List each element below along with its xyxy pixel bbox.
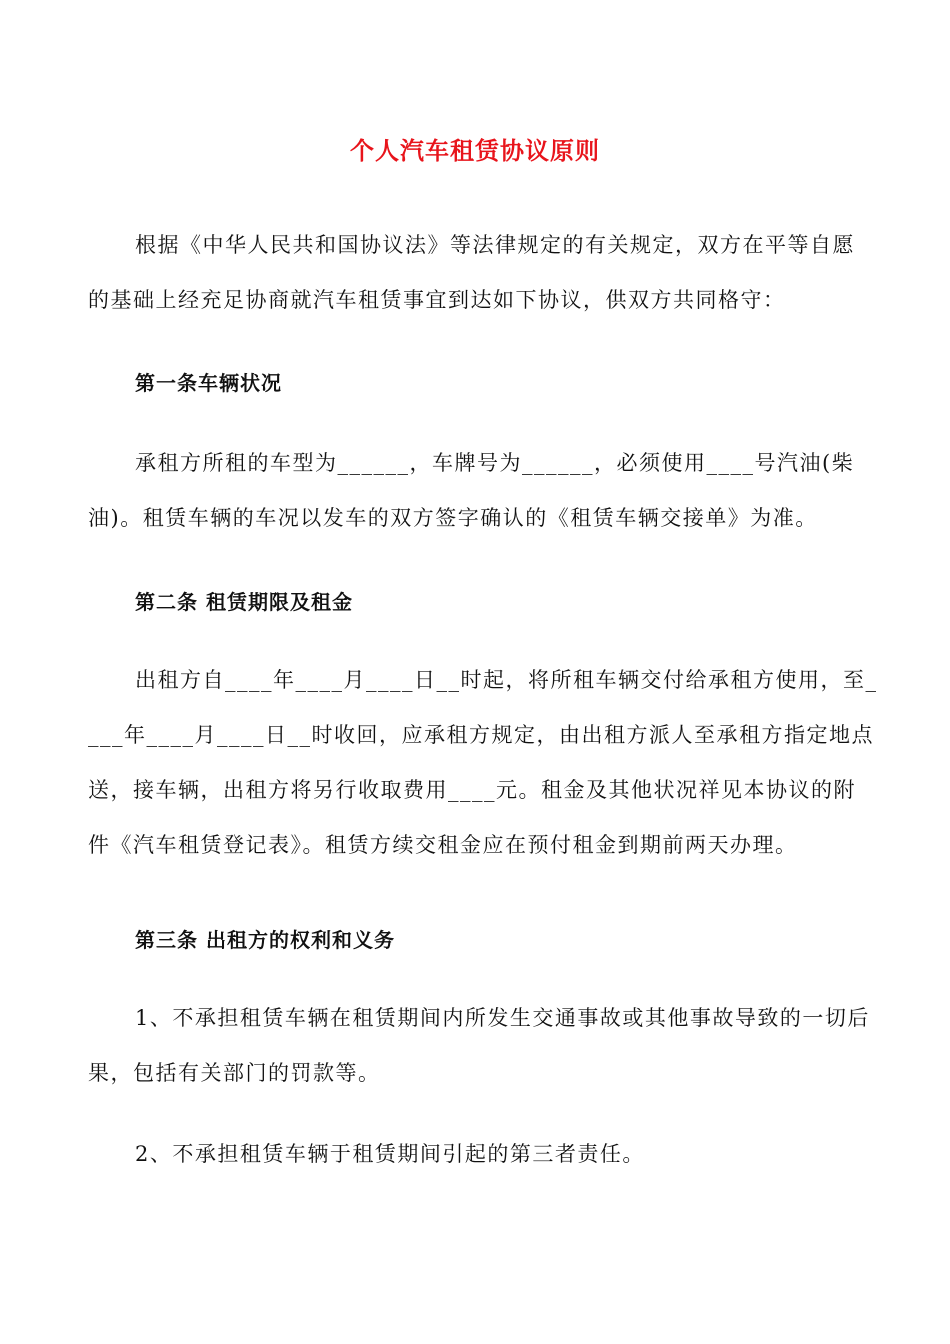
article3-item1	[88, 991, 868, 1101]
article1-line-1: 承租方所租的车型为______，车牌号为______，必须使用____号汽油(柴	[135, 451, 855, 475]
article3-item1-line-1: 1、不承担租赁车辆在租赁期间内所发生交通事故或其他事故导致的一切后	[135, 1006, 870, 1030]
article1-heading: 第一条车辆状况	[135, 371, 282, 395]
article2-line-1: 出租方自____年____月____日__时起，将所租车辆交付给承租方使用，至_	[135, 668, 878, 692]
article2-line-3: 送，接车辆，出租方将另行收取费用____元。租金及其他状况祥见本协议的附	[88, 778, 856, 802]
intro-paragraph	[88, 218, 868, 328]
intro-line-1: 根据《中华人民共和国协议法》等法律规定的有关规定，双方在平等自愿	[135, 233, 855, 257]
article3-item1-line-2: 果，包括有关部门的罚款等。	[88, 1061, 381, 1085]
article3-item2-line-1: 2、不承担租赁车辆于租赁期间引起的第三者责任。	[135, 1142, 645, 1166]
intro-line-2: 的基础上经充足协商就汽车租赁事宜到达如下协议，供双方共同格守：	[88, 288, 786, 312]
article2-line-4: 件《汽车租赁登记表》。租赁方续交租金应在预付租金到期前两天办理。	[88, 833, 798, 857]
article2-paragraph	[88, 653, 878, 873]
article1-line-2: 油)。租赁车辆的车况以发车的双方签字确认的《租赁车辆交接单》为准。	[88, 506, 818, 530]
article2-heading: 第二条 租赁期限及租金	[135, 590, 353, 614]
article3-item2	[88, 1127, 868, 1182]
article1-paragraph	[88, 436, 868, 546]
document-title: 个人汽车租赁协议原则	[350, 137, 600, 165]
article2-line-2: ___年____月____日__时收回，应承租方规定，由出租方派人至承租方指定地点	[88, 723, 874, 747]
article3-heading: 第三条 出租方的权利和义务	[135, 928, 395, 952]
